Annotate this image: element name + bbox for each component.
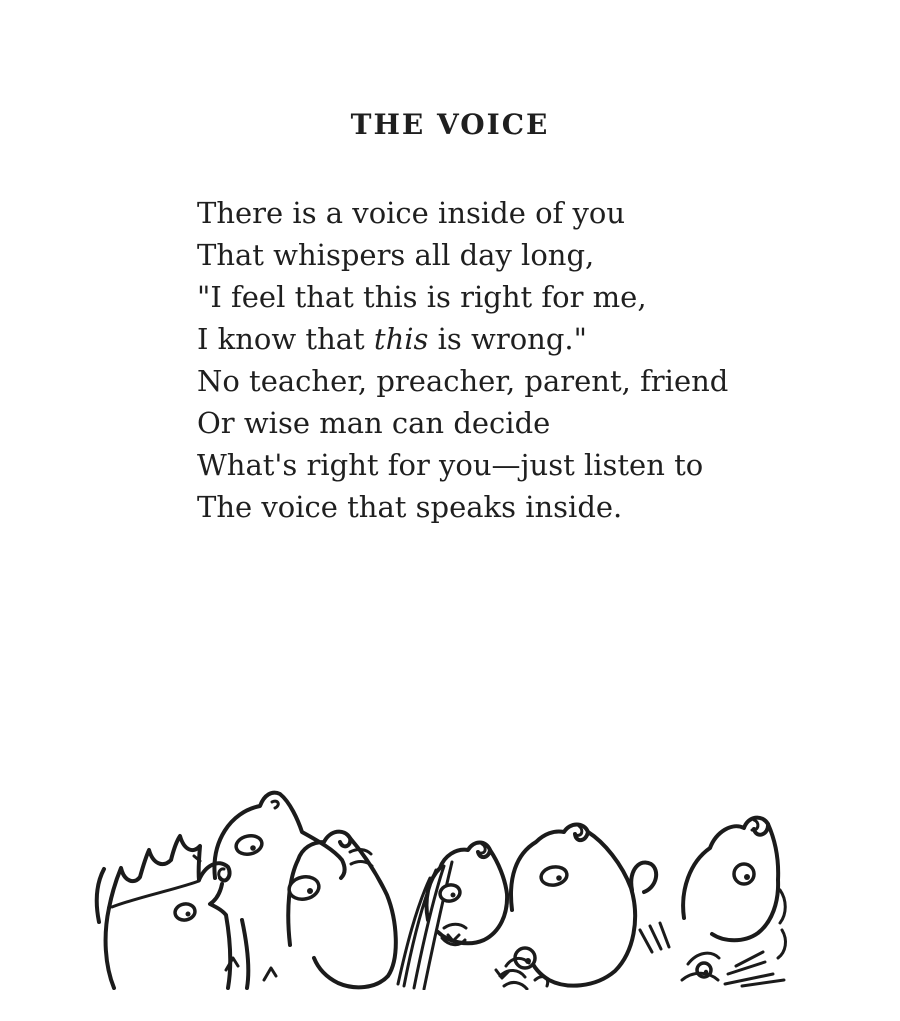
poem-line: The voice that speaks inside. <box>197 490 623 524</box>
crown-icon <box>109 836 200 908</box>
face-crowned <box>106 836 276 988</box>
crowd-illustration <box>92 790 792 990</box>
poem-title: THE VOICE <box>350 108 550 141</box>
face-center-big <box>287 832 396 988</box>
poem-line: That whispers all day long, <box>197 238 595 272</box>
poem-line: I know that this is wrong." <box>197 322 587 356</box>
critter-center <box>496 948 548 989</box>
head-fragment-left <box>97 869 104 922</box>
poem-line: "I feel that this is right for me, <box>197 280 647 314</box>
poem-line: There is a voice inside of you <box>197 196 626 230</box>
grass-icon <box>728 962 765 974</box>
poem-line: Or wise man can decide <box>197 406 551 440</box>
poem-lines <box>197 192 728 528</box>
critter-right <box>682 952 784 986</box>
ear-icon <box>631 862 656 892</box>
face-long-hair <box>398 843 507 990</box>
poem-line: No teacher, preacher, parent, friend <box>197 364 729 398</box>
face-right-back <box>683 818 785 958</box>
poem-line: What's right for you—just listen to <box>197 448 704 482</box>
face-back-small <box>214 793 344 878</box>
